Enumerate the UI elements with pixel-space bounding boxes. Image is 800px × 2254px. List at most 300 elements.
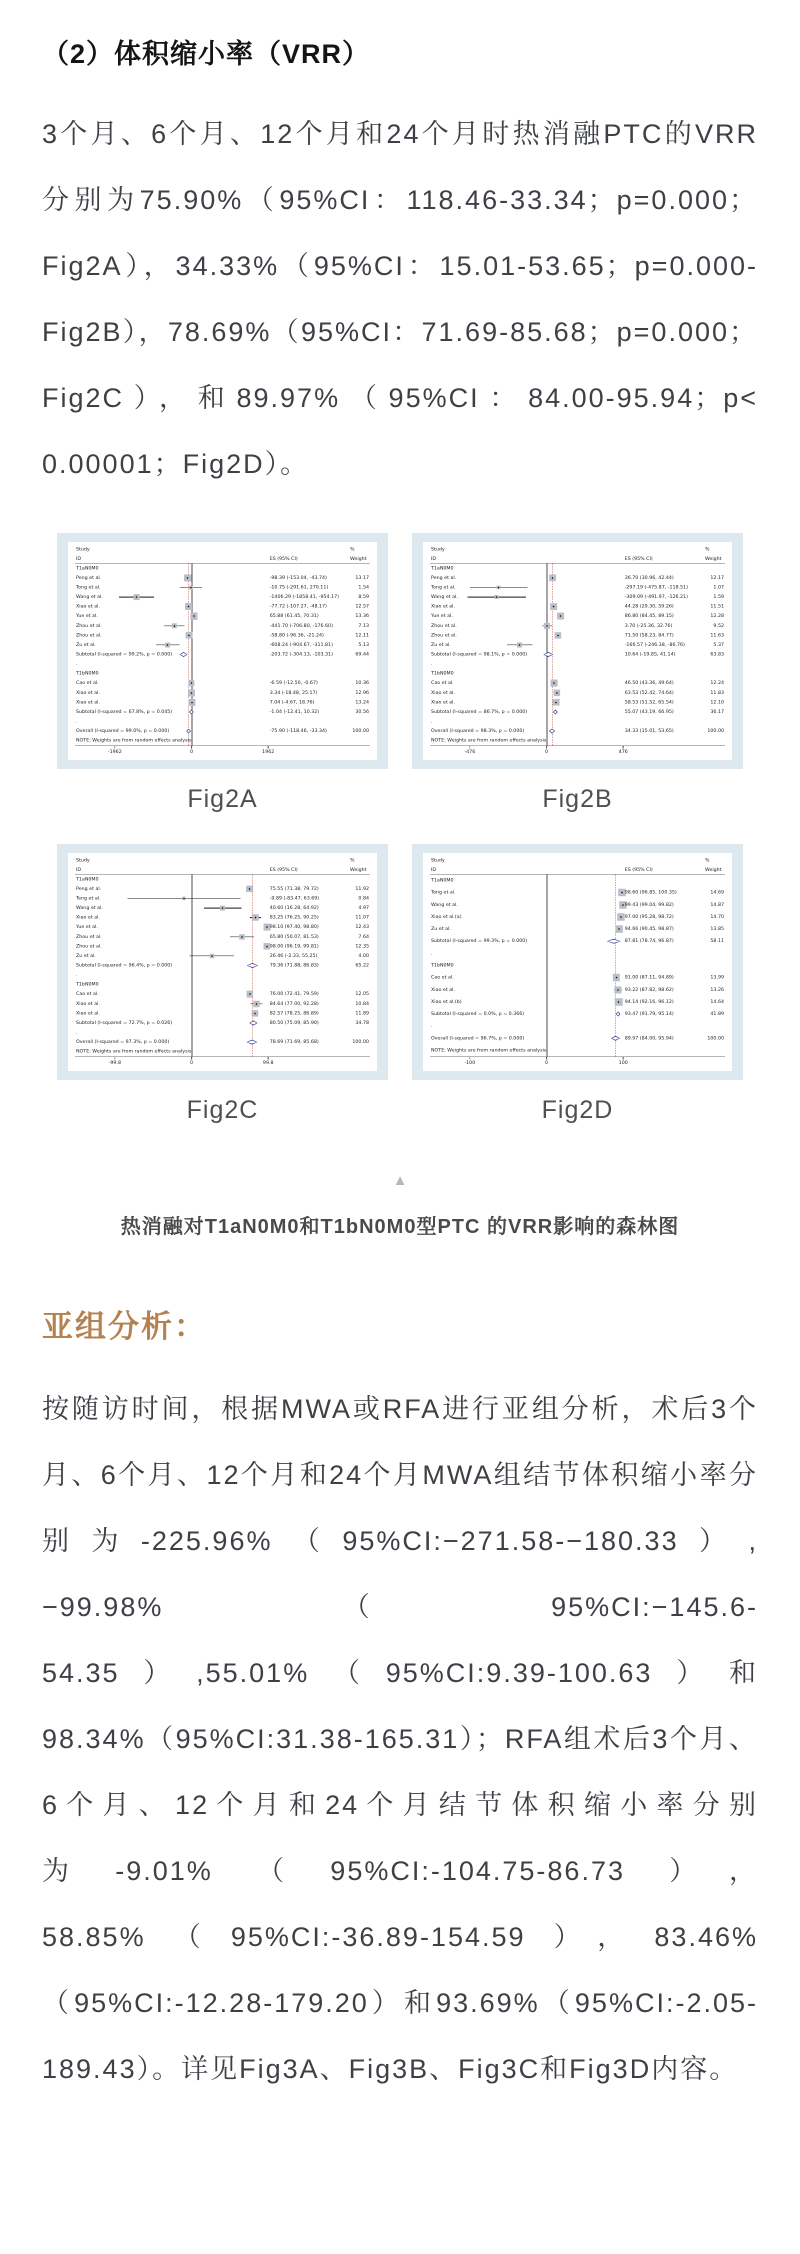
figure-grid — [42, 533, 758, 1125]
row-es-value: -608.24 (-904.67, -311.81) — [269, 641, 333, 648]
row-es-value: 98.00 (96.19, 99.81) — [269, 943, 319, 949]
forest-row-study — [430, 631, 725, 641]
row-weight: 12.57 — [355, 603, 369, 609]
forest-row-study — [430, 911, 725, 923]
forest-row-pooled — [430, 707, 725, 717]
row-label: Subtotal (I-squared = 72.7%, p = 0.026) — [76, 1019, 173, 1026]
row-es-value: 87.81 (78.74, 96.87) — [624, 937, 674, 944]
row-weight: 63.83 — [710, 651, 724, 657]
row-es-value: -1406.29 (-1858.41, -954.17) — [269, 593, 339, 600]
row-label: Tong et al. — [76, 584, 101, 590]
row-label: Xiao et al.(a) — [431, 913, 462, 920]
forest-row-pooled — [430, 1008, 725, 1020]
effect-size-dot — [249, 993, 251, 995]
axis-tick-label: 0 — [190, 749, 194, 755]
row-es-value: 84.64 (77.00, 92.28) — [269, 1000, 319, 1007]
row-weight: 13.99 — [710, 974, 724, 980]
forest-plot-body — [430, 564, 725, 746]
row-es-value: 93.22 (87.82, 98.62) — [624, 986, 674, 993]
figure-cell-fig2b — [412, 533, 743, 814]
forest-row-study — [75, 999, 370, 1009]
forest-plot-body — [75, 564, 370, 746]
row-es-value: 89.97 (84.00, 95.94) — [624, 1035, 674, 1041]
effect-size-dot — [618, 928, 620, 930]
figure-cell-fig2c — [57, 844, 388, 1125]
effect-size-dot — [618, 1001, 620, 1003]
forest-row-study — [430, 573, 725, 583]
col-header-study: Study — [76, 546, 90, 552]
forest-plot-header — [75, 858, 370, 874]
col-header-id: ID — [76, 556, 82, 562]
row-es-value: 26.46 (-2.33, 55.25) — [269, 952, 318, 959]
row-es-value: 76.00 (72.41, 79.59) — [269, 990, 319, 997]
forest-row-spacer — [75, 717, 370, 727]
row-label: Subtotal (I-squared = 0.0%, p = 0.366) — [431, 1010, 525, 1017]
row-es-value: -441.70 (-706.80, -176.60) — [269, 622, 333, 629]
col-header-es: ES (95% CI) — [269, 867, 298, 873]
col-header-weight: Weight — [705, 867, 722, 873]
forest-row-pooled — [430, 650, 725, 660]
forest-row-pooled — [75, 1037, 370, 1047]
row-weight: 13.26 — [710, 986, 724, 993]
row-label: Zu et al. — [431, 925, 451, 932]
forest-plot-body — [75, 875, 370, 1057]
effect-size-dot — [222, 907, 224, 909]
row-es-value: 99.43 (99.04, 99.82) — [624, 901, 674, 908]
pooled-diamond — [616, 1012, 621, 1017]
diamond-fill — [608, 940, 620, 943]
diamond-fill — [248, 1041, 257, 1044]
row-weight: 69.44 — [355, 651, 369, 657]
x-axis — [75, 1057, 370, 1068]
row-label: Overall (I-squared = 97.3%, p = 0.000) — [76, 1038, 170, 1045]
row-weight: 11.63 — [710, 632, 724, 638]
forest-plot-canvas — [68, 542, 377, 760]
col-header-weight: Weight — [350, 867, 367, 873]
col-header-es: ES (95% CI) — [624, 867, 653, 873]
forest-row-study — [430, 621, 725, 631]
row-label: T1bN0M0 — [76, 670, 99, 676]
row-weight: 12.96 — [355, 689, 369, 696]
forest-row-spacer — [75, 659, 370, 669]
forest-row-study — [75, 698, 370, 708]
pooled-diamond — [249, 1020, 257, 1025]
pooled-diamond — [553, 709, 558, 714]
row-weight: 58.11 — [710, 937, 724, 944]
row-weight: 13.85 — [710, 925, 724, 932]
row-es-value: 91.00 (87.11, 94.89) — [624, 974, 674, 980]
row-label: . — [76, 1029, 78, 1035]
effect-size-dot — [266, 926, 268, 928]
forest-row-study — [75, 894, 370, 904]
forest-row-study — [430, 972, 725, 984]
row-es-value: 65.88 (61.45, 70.31) — [269, 612, 319, 619]
effect-size-dot — [553, 606, 555, 608]
row-label: Wang et al. — [76, 593, 103, 600]
effect-size-dot — [188, 606, 190, 608]
row-label: T1bN0M0 — [76, 981, 99, 987]
row-label: Zhou et al. — [76, 943, 102, 949]
forest-row-spacer — [430, 1020, 725, 1032]
forest-row-group — [75, 875, 370, 885]
row-es-value: 94.14 (92.16, 96.12) — [624, 998, 674, 1005]
row-label: Tong et al. — [431, 584, 456, 590]
row-weight: 12.11 — [355, 632, 369, 638]
row-weight: 100.00 — [707, 727, 724, 734]
effect-size-dot — [249, 888, 251, 890]
figure-cell-fig2a — [57, 533, 388, 814]
row-es-value: 36.70 (30.96, 42.44) — [624, 574, 674, 581]
axis-tick-label: 99.8 — [262, 1060, 274, 1066]
x-axis — [75, 746, 370, 757]
forest-row-pooled — [75, 726, 370, 736]
row-weight: 13.17 — [355, 574, 369, 581]
axis-tick-label: 100 — [618, 1060, 628, 1066]
effect-size-dot — [255, 917, 257, 919]
paragraph-subgroup-analysis: 按随访时间，根据MWA或RFA进行亚组分析，术后3个月、6个月、12个月和24个月MWA组结节体积缩小率分别为-225.96%（95%CI:−271.58-−180.33）,−99.98%（95%CI:−145.6-54.35）,55.01%（95%CI:9.39-100.63）和98.34%（95%CI:31.38-165.31）；RFA组术后3个月、6个月、12个月和24个月结节体积缩小率分别为-9.01%（95%CI:-104.75-86.73），58.85%（95%CI:-36.89-154.59），83.46% （95%CI:-12.28-179.20）和93.69%（95%CI:-2.05-189.43）。详见Fig3A、Fig3B、Fig3C和Fig3D内容。 — [42, 1394, 758, 2084]
forest-row-study — [75, 678, 370, 688]
forest-row-study — [75, 922, 370, 932]
forest-row-group — [430, 669, 725, 679]
forest-plot-fig2c — [57, 844, 388, 1080]
row-label: Teng et al. — [76, 895, 101, 901]
forest-row-pooled — [75, 650, 370, 660]
paragraph-vrr-results: 3个月、6个月、12个月和24个月时热消融PTC的VRR分别为75.90%（95%CI：118.46-33.34；p=0.000；Fig2A），34.33%（95%CI：15.01-53.65；p=0.000-Fig2B），78.69%（95%CI：71.69-85.68；p=0.000；Fig2C），和89.97%（95%CI：84.00-95.94；p< 0.00001；Fig2D）。 — [42, 119, 758, 479]
row-weight: 14.70 — [710, 913, 724, 920]
row-label: Subtotal (I-squared = 86.7%, p = 0.000) — [431, 708, 528, 715]
forest-row-pooled — [430, 1032, 725, 1044]
row-label: Xiao et al. — [431, 689, 455, 696]
row-label: Subtotal (I-squared = 67.8%, p = 0.045) — [76, 708, 173, 715]
row-label: T1aN0M0 — [431, 877, 454, 883]
effect-size-dot — [621, 892, 623, 894]
col-header-percent: % — [350, 857, 355, 863]
forest-plot-header — [430, 547, 725, 563]
pooled-diamond — [543, 652, 553, 657]
row-es-value: 83.25 (76.25, 90.25) — [269, 914, 319, 920]
pooled-diamond — [180, 652, 188, 657]
row-label: Xiao et al. — [76, 699, 100, 705]
row-label: Yue et al. — [431, 612, 453, 619]
row-es-value: -203.72 (-304.13, -103.31) — [269, 651, 333, 657]
x-axis — [430, 1057, 725, 1068]
row-label: Zhou et al. — [76, 933, 102, 940]
figure-caption: 热消融对T1aN0M0和T1bN0M0型PTC 的VRR影响的森林图 — [120, 1216, 680, 1238]
row-es-value: 94.66 (90.45, 98.87) — [624, 925, 674, 932]
row-weight: 100.00 — [707, 1035, 724, 1041]
effect-size-dot — [191, 702, 193, 704]
forest-plot-image — [68, 542, 377, 760]
axis-tick-label: 0 — [545, 1060, 549, 1066]
forest-row-study — [430, 592, 725, 602]
forest-row-pooled — [430, 935, 725, 947]
forest-row-spacer — [430, 717, 725, 727]
forest-plot-canvas — [423, 542, 732, 760]
forest-row-pooled — [75, 707, 370, 717]
effect-size-dot — [552, 577, 554, 579]
forest-plot-canvas — [68, 853, 377, 1071]
effect-size-dot — [187, 577, 189, 579]
effect-size-dot — [183, 898, 185, 900]
row-es-value: 3.34 (-18.48, 25.17) — [269, 689, 318, 696]
pooled-diamond — [247, 963, 258, 968]
section-title: （2）体积缩小率（VRR） — [42, 39, 371, 69]
row-es-value: 78.69 (71.69, 85.68) — [269, 1038, 319, 1045]
effect-size-dot — [190, 587, 192, 589]
row-weight: 12.10 — [710, 699, 724, 705]
row-label: T1bN0M0 — [431, 670, 454, 676]
row-label: Xiao et al. — [76, 603, 100, 609]
row-es-value: -58.80 (-96.36, -21.24) — [269, 632, 324, 638]
forest-plot-fig2b — [412, 533, 743, 769]
pooled-diamond — [611, 1036, 620, 1041]
row-weight: 8.59 — [358, 593, 369, 600]
row-label: Zhou et al. — [431, 622, 457, 629]
forest-row-spacer — [75, 970, 370, 980]
row-label: . — [76, 971, 78, 978]
row-label: T1bN0M0 — [431, 962, 454, 968]
row-label: . — [431, 1022, 433, 1029]
plot-note: NOTE: Weights are from random effects analysis — [76, 737, 192, 743]
row-es-value: 82.57 (78.25, 86.89) — [269, 1010, 319, 1016]
forest-row-study — [430, 996, 725, 1008]
row-label: Cao et al. — [76, 990, 99, 997]
row-label: Overall (I-squared = 96.7%, p = 0.000) — [431, 1035, 525, 1041]
forest-row-group — [75, 564, 370, 574]
effect-size-dot — [616, 977, 618, 979]
row-label: Subtotal (I-squared = 96.4%, p = 0.000) — [76, 962, 173, 968]
row-label: Yue et al. — [76, 612, 98, 619]
col-header-percent: % — [705, 857, 710, 863]
forest-row-pooled — [75, 1018, 370, 1028]
row-weight: 1.59 — [713, 593, 724, 600]
forest-plot-image — [68, 853, 377, 1071]
effect-size-dot — [193, 615, 195, 617]
forest-row-study — [430, 698, 725, 708]
forest-row-group — [430, 564, 725, 574]
forest-row-study — [430, 984, 725, 996]
row-es-value: -309.09 (-491.97, -126.21) — [624, 593, 688, 600]
row-es-value: -297.19 (-475.87, -118.51) — [624, 584, 688, 590]
row-es-value: -10.75 (-291.61, 270.11) — [269, 584, 329, 590]
row-weight: 13.36 — [355, 612, 369, 619]
row-es-value: 7.04 (-4.67, 18.76) — [269, 699, 315, 705]
pooled-diamond — [189, 709, 194, 714]
effect-size-dot — [254, 1013, 256, 1015]
row-es-value: 98.60 (96.85, 100.35) — [624, 889, 677, 895]
forest-row-note — [430, 1044, 725, 1056]
row-weight: 11.07 — [355, 914, 369, 920]
effect-size-dot — [622, 904, 624, 906]
effect-size-dot — [241, 936, 243, 938]
row-es-value: 34.33 (15.01, 53.65) — [624, 727, 674, 734]
row-label: Tong et al. — [431, 889, 456, 895]
diamond-fill — [612, 1037, 619, 1040]
effect-size-dot — [167, 644, 169, 646]
forest-row-study — [430, 899, 725, 911]
row-weight: 10.84 — [355, 1000, 369, 1007]
forest-plot-fig2a — [57, 533, 388, 769]
row-label: Zhou et al. — [431, 632, 457, 638]
row-label: Xiao et al. — [76, 1010, 100, 1016]
row-es-value: 93.47 (91.79, 95.14) — [624, 1010, 674, 1017]
forest-row-study — [75, 932, 370, 942]
row-label: Peng et al. — [76, 885, 102, 892]
row-weight: 5.37 — [713, 641, 724, 648]
pooled-diamond — [549, 729, 555, 734]
forest-plot-header — [430, 858, 725, 874]
row-label: Overall (I-squared = 98.3%, p = 0.000) — [431, 727, 525, 734]
row-label: Overall (I-squared = 99.0%, p = 0.000) — [76, 727, 170, 734]
forest-row-study — [430, 923, 725, 935]
row-weight: 7.64 — [358, 933, 369, 940]
row-weight: 4.00 — [358, 952, 369, 959]
axis-tick-label: -100 — [464, 1060, 476, 1066]
forest-plot-body — [430, 875, 725, 1057]
row-label: Xiao et al. — [76, 689, 100, 696]
row-label: Peng et al. — [76, 574, 102, 581]
col-header-percent: % — [705, 546, 710, 552]
forest-row-study — [430, 602, 725, 612]
row-es-value: 98.10 (97.40, 98.80) — [269, 923, 319, 930]
col-header-weight: Weight — [705, 556, 722, 562]
row-label: Wang et al. — [76, 904, 103, 911]
forest-row-spacer — [430, 947, 725, 959]
row-weight: 9.52 — [713, 622, 724, 629]
row-es-value: 3.70 (-25.36, 32.76) — [624, 622, 673, 629]
row-weight: 100.00 — [352, 727, 369, 734]
figure-label: Fig2A — [187, 785, 258, 813]
forest-row-study — [75, 884, 370, 894]
forest-row-group — [75, 669, 370, 679]
row-label: Zu et al. — [431, 641, 451, 648]
row-label: Wang et al. — [431, 593, 458, 600]
collapse-triangle-icon[interactable]: ▲ — [392, 1172, 408, 1189]
forest-row-study — [75, 951, 370, 961]
row-label: Xiao et al.(b) — [431, 998, 462, 1005]
diamond-fill — [544, 653, 552, 656]
col-header-weight: Weight — [350, 556, 367, 562]
row-label: Cao et al. — [431, 974, 454, 980]
forest-row-study — [430, 887, 725, 899]
effect-size-dot — [256, 1003, 258, 1005]
row-weight: 12.24 — [710, 679, 724, 686]
forest-row-study — [75, 903, 370, 913]
row-weight: 11.83 — [710, 689, 724, 696]
effect-size-dot — [617, 989, 619, 991]
figure-cell-fig2d — [412, 844, 743, 1125]
row-label: Peng et al. — [431, 574, 457, 581]
row-weight: 14.64 — [710, 998, 724, 1005]
row-label: T1aN0M0 — [76, 565, 99, 571]
forest-row-study — [430, 688, 725, 698]
axis-tick-label: 0 — [190, 1060, 194, 1066]
row-weight: 12.28 — [710, 612, 724, 619]
effect-size-dot — [211, 955, 213, 957]
row-label: . — [431, 950, 433, 956]
effect-size-dot — [266, 946, 268, 948]
row-weight: 0.84 — [358, 895, 369, 901]
forest-row-group — [75, 980, 370, 990]
effect-size-dot — [498, 587, 500, 589]
col-header-es: ES (95% CI) — [624, 556, 653, 562]
row-es-value: 80.50 (75.09, 85.90) — [269, 1019, 319, 1026]
forest-plot-image — [423, 542, 732, 760]
row-es-value: 46.50 (43.36, 49.64) — [624, 679, 674, 686]
forest-row-note — [430, 736, 725, 746]
pooled-diamond — [247, 1040, 258, 1045]
row-es-value: 58.53 (51.52, 65.54) — [624, 699, 674, 705]
row-weight: 1.07 — [713, 584, 724, 590]
forest-row-study — [75, 631, 370, 641]
forest-row-note — [75, 736, 370, 746]
figure-label: Fig2B — [542, 785, 613, 813]
col-header-id: ID — [431, 556, 437, 562]
forest-row-spacer — [75, 1028, 370, 1038]
effect-size-dot — [546, 625, 548, 627]
row-weight: 12.35 — [355, 943, 369, 949]
row-label: . — [76, 660, 78, 667]
row-es-value: -1.04 (-12.41, 10.32) — [269, 708, 320, 715]
row-weight: 100.00 — [352, 1038, 369, 1045]
row-label: Zu et al. — [76, 952, 96, 959]
row-label: Wang et al. — [431, 901, 458, 908]
forest-row-study — [75, 573, 370, 583]
forest-row-spacer — [430, 659, 725, 669]
effect-size-dot — [519, 644, 521, 646]
row-es-value: -75.90 (-118.46, -33.34) — [269, 727, 327, 734]
forest-row-study — [430, 583, 725, 593]
forest-row-study — [75, 1009, 370, 1019]
row-es-value: -98.39 (-153.04, -43.74) — [269, 574, 327, 581]
forest-row-study — [430, 611, 725, 621]
row-weight: 12.43 — [355, 923, 369, 930]
row-weight: 30.56 — [355, 708, 369, 715]
forest-plot-fig2d — [412, 844, 743, 1080]
row-es-value: -166.57 (-246.38, -86.76) — [624, 641, 685, 648]
row-es-value: 75.55 (71.38, 79.72) — [269, 885, 319, 892]
row-weight: 14.69 — [710, 889, 724, 895]
forest-row-study — [75, 602, 370, 612]
row-label: . — [76, 718, 78, 724]
axis-tick-label: 1962 — [262, 749, 275, 755]
row-weight: 14.87 — [710, 901, 724, 908]
row-weight: 12.17 — [710, 574, 724, 581]
forest-row-group — [430, 959, 725, 971]
forest-row-study — [430, 678, 725, 688]
row-label: Zhou et al. — [76, 632, 102, 638]
row-label: Xiao et al. — [431, 603, 455, 609]
plot-note: NOTE: Weights are from random effects analysis — [431, 737, 547, 743]
row-label: T1aN0M0 — [431, 565, 454, 571]
col-header-study: Study — [431, 857, 445, 863]
forest-row-study — [75, 913, 370, 923]
forest-row-note — [75, 1047, 370, 1057]
forest-row-study — [75, 592, 370, 602]
figure-label: Fig2D — [541, 1096, 614, 1124]
forest-row-study — [75, 942, 370, 952]
row-label: . — [431, 660, 433, 667]
subgroup-analysis-heading: 亚组分析： — [42, 1309, 207, 1344]
effect-size-dot — [496, 596, 498, 598]
effect-size-dot — [620, 916, 622, 918]
plot-note: NOTE: Weights are from random effects analysis — [431, 1047, 547, 1053]
row-es-value: 97.00 (95.28, 98.72) — [624, 913, 674, 920]
row-label: . — [431, 718, 433, 724]
forest-row-study — [75, 583, 370, 593]
row-label: T1aN0M0 — [76, 876, 99, 882]
row-label: Yue et al. — [76, 923, 98, 930]
